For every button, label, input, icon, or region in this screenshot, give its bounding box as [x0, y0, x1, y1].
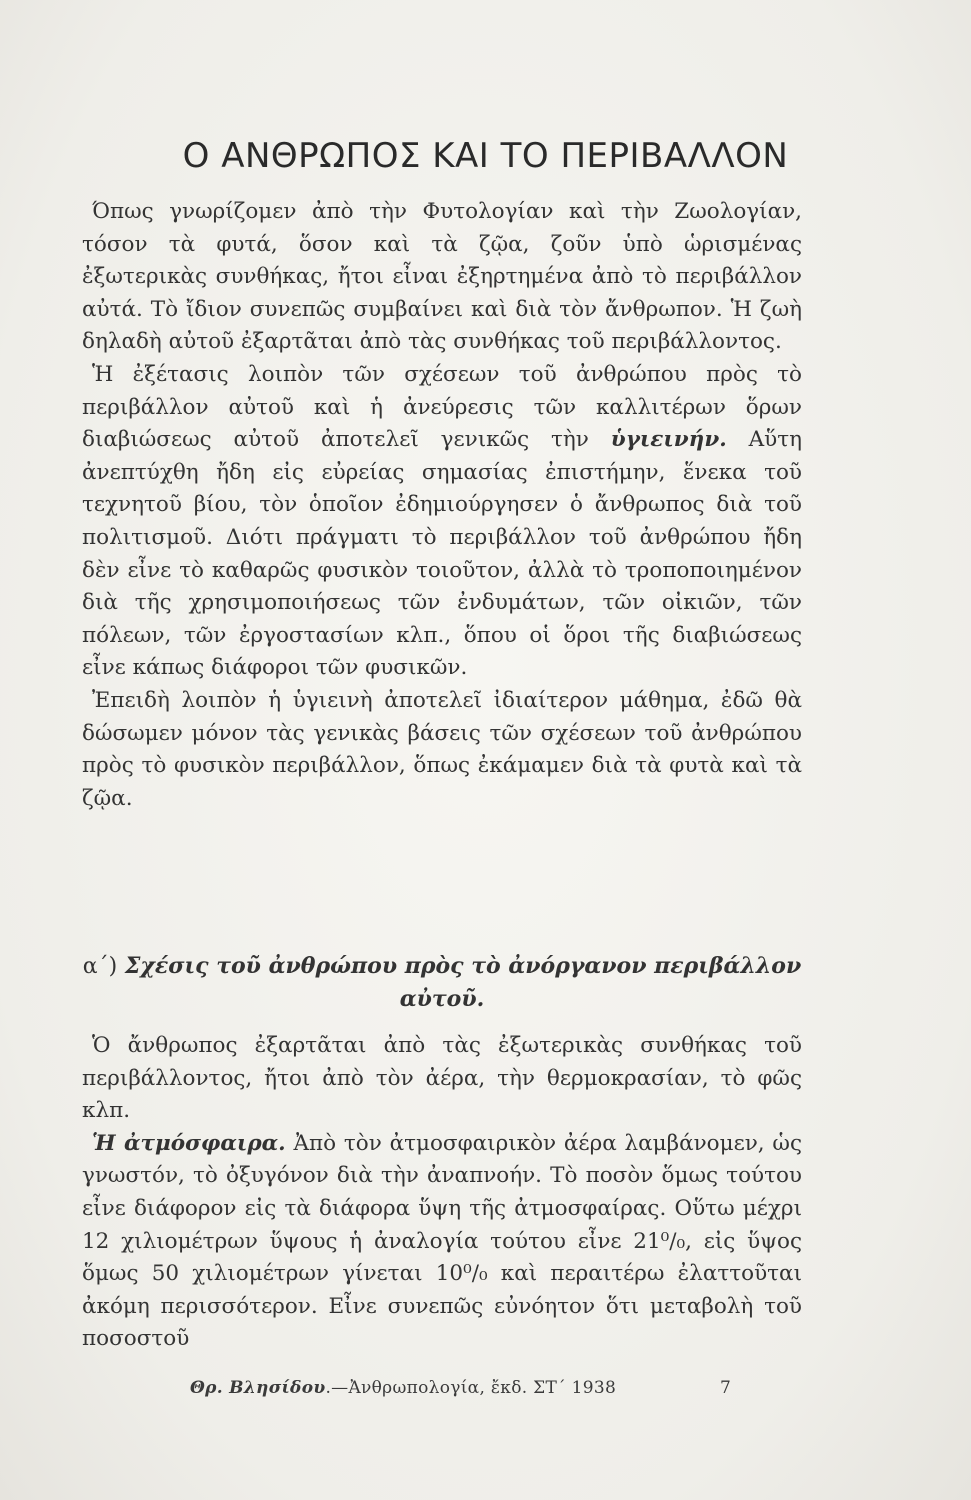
section-heading-text: Σχέσις τοῦ ἀνθρώπου πρὸς τὸ ἀνόργανον περιβάλλον αὐτοῦ.	[124, 953, 802, 1012]
paragraph-atmosphere	[82, 1128, 802, 1356]
section-heading	[82, 950, 802, 1016]
paragraph-atmosphere-text: Ἀπὸ τὸν ἀτμοσφαιρικὸν ἀέρα λαμβάνομεν, ὡς γνωστόν, τὸ ὀξυγόνον διὰ τὴν ἀναπνοήν. Τὸ ποσὸν ὅμως τούτου εἶνε διάφορον εἰς τὰ διάφορα ὕψη τῆς ἀτμοσφαίρας. Οὕτω μέχρι 12 χιλιομέτρων ὕψους ἡ ἀναλογία τούτου εἶνε 21⁰/₀, εἰς ὕψος ὅμως 50 χιλιομέτρων γίνεται 10⁰/₀ καὶ περαιτέρω ἐλαττοῦται ἀκόμη περισσότερον. Εἶνε συνεπῶς εὐνόητον ὅτι μεταβολὴ τοῦ ποσοστοῦ	[82, 1130, 802, 1352]
paragraph-1: Όπως γνωρίζομεν ἀπὸ τὴν Φυτολογίαν καὶ τὴν Ζωολογίαν, τόσον τὰ φυτά, ὅσον καὶ τὰ ζῷα, ζοῦν ὑπὸ ὡρισμένας ἐξωτερικὰς συνθήκας, ἤτοι εἶναι ἐξηρτημένα ἀπὸ τὸ περιβάλλον αὐτά. Τὸ ἴδιον συνεπῶς συμβαίνει καὶ διὰ τὸν ἄνθρωπον. Ἡ ζωὴ δηλαδὴ αὐτοῦ ἐξαρτᾶται ἀπὸ τὰς συνθήκας τοῦ περιβάλλοντος.	[82, 199, 802, 355]
page-title: Ο ΑΝΘΡΩΠΟΣ ΚΑΙ ΤΟ ΠΕΡΙΒΑΛΛΟΝ	[182, 136, 789, 176]
body-text-bottom	[82, 1030, 802, 1356]
body-text-top	[82, 196, 802, 815]
paragraph-2	[82, 359, 802, 685]
paragraph-2-text: Ἡ ἐξέτασις λοιπὸν τῶν σχέσεων τοῦ ἀνθρώπου πρὸς τὸ περιβάλλον αὐτοῦ καὶ ἡ ἀνεύρεσις τῶν καλλιτέρων ὅρων διαβιώσεως αὐτοῦ ἀποτελεῖ γενικῶς τὴν	[82, 361, 802, 453]
page-footer	[190, 1378, 616, 1398]
footer-title: .—Ἀνθρωπολογία, ἔκδ. ΣΤ΄ 1938	[325, 1378, 617, 1398]
signature-mark: 7	[720, 1378, 731, 1398]
paragraph-3: Ἐπειδὴ λοιπὸν ἡ ὑγιεινὴ ἀποτελεῖ ἰδιαίτερον μάθημα, ἐδῶ θὰ δώσωμεν μόνον τὰς γενικὰς βάσεις τῶν σχέσεων τοῦ ἀνθρώπου πρὸς τὸ φυσικὸν περιβάλλον, ὅπως ἐκάμαμεν διὰ τὰ φυτὰ καὶ τὰ ζῷα.	[82, 687, 802, 811]
paragraph-2-continued: Αὕτη ἀνεπτύχθη ἤδη εἰς εὐρείας σημασίας ἐπιστήμην, ἕνεκα τοῦ τεχνητοῦ βίου, τὸν ὁποῖον ἐδημιούργησεν ὁ ἄνθρωπος διὰ τοῦ πολιτισμοῦ. Διότι πράγματι τὸ περιβάλλον τοῦ ἀνθρώπου ἤδη δὲν εἶνε τὸ καθαρῶς φυσικὸν τοιοῦτον, ἀλλὰ τὸ τροποποιημένον διὰ τῆς χρησιμοποιήσεως τῶν ἐνδυμάτων, τῶν οἰκιῶν, τῶν πόλεων, τῶν ἐργοστασίων κλπ., ὅπου οἱ ὅροι τῆς διαβιώσεως εἶνε κάπως διάφοροι τῶν φυσικῶν.	[82, 427, 802, 681]
emphasis-term: ὑγιεινήν.	[610, 427, 727, 453]
run-in-heading: Ἡ ἀτμόσφαιρα.	[92, 1130, 286, 1156]
paragraph-4: Ὁ ἄνθρωπος ἐξαρτᾶται ἀπὸ τὰς ἐξωτερικὰς συνθήκας τοῦ περιβάλλοντος, ἤτοι ἀπὸ τὸν ἀέρα, τὴν θερμοκρασίαν, τὸ φῶς κλπ.	[82, 1033, 802, 1124]
section-marker: α΄)	[82, 954, 118, 979]
footer-author: Θρ. Βλησίδου	[190, 1378, 326, 1398]
